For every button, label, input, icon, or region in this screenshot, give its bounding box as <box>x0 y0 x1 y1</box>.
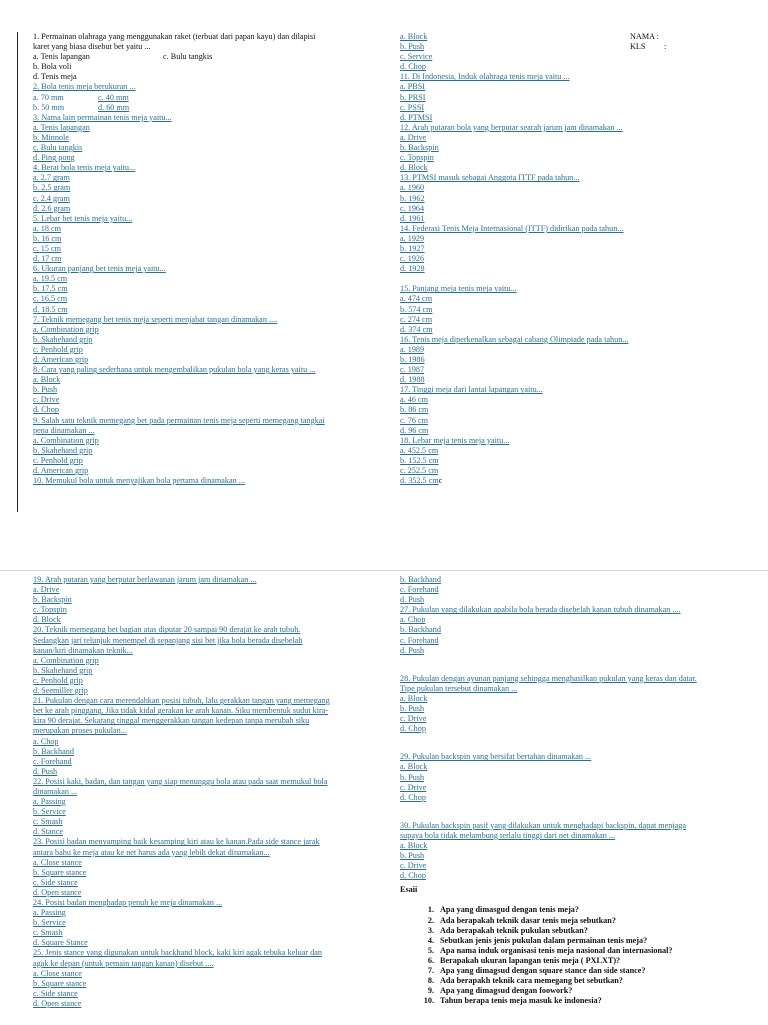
answer-option[interactable]: d. American grip <box>33 355 89 364</box>
essay-number: 5. <box>427 945 434 955</box>
essay-text: Sebutkan jenis jenis pukulan dalam permainan tenis meja? <box>440 935 648 945</box>
answer-option[interactable]: d. Push <box>400 595 425 605</box>
answer-option[interactable]: d. 96 cm <box>400 425 429 435</box>
answer-option[interactable]: c. Topspin <box>400 153 434 163</box>
answer-option[interactable]: b. Skahehand grip <box>33 445 93 455</box>
question-text[interactable]: 20. Teknik memegang bet bagian atas diputar 20 sampai 90 derajat ke arah tubuh. <box>33 625 301 635</box>
answer-option[interactable]: d. 1928 <box>400 264 425 274</box>
answer-option[interactable]: a. Block <box>400 32 428 41</box>
essay-question <box>416 976 760 986</box>
answer-option[interactable]: d. Block <box>33 615 61 625</box>
answer-option[interactable]: d. 2.6 gram <box>33 203 71 213</box>
answer-option[interactable]: c. Drive <box>33 395 60 405</box>
question-list-bottom-left <box>33 575 378 1009</box>
answer-option[interactable]: d. 17 cm <box>33 254 62 264</box>
essay-number: 1. <box>427 905 434 915</box>
answer-option[interactable]: d. Chop <box>400 792 426 802</box>
question-text[interactable]: 23. Posisi badan menyamping baik kesamping kiri atau ke kanan.Pada side stance jarak <box>33 837 320 847</box>
question-text[interactable]: 16. Tenis meja diperkenalkan sebagai cabang Olimpiade pada tahun... <box>400 334 629 344</box>
answer-option[interactable]: c. Bulu tangkis <box>33 143 83 153</box>
answer-option[interactable]: a. 452.5 cm <box>400 445 439 455</box>
answer-option[interactable]: b. Push <box>400 42 425 52</box>
answer-option[interactable]: c. Forehand <box>400 635 439 645</box>
essay-number: 8. <box>427 976 434 986</box>
question-text[interactable]: 13. PTMSI masuk sebagai Anggota ITTF pada tahun... <box>400 173 580 183</box>
answer-option[interactable]: b. 17.5 cm <box>33 284 68 294</box>
essay-list <box>416 905 760 1006</box>
answer-option[interactable]: pena dinamakan ... <box>33 425 95 435</box>
answer-option[interactable]: d. Ping pong <box>33 153 75 163</box>
answer-option[interactable]: c. 2.4 gram <box>33 193 70 203</box>
answer-option[interactable]: d. Stance <box>33 827 64 837</box>
kls-label: KLS <box>630 42 646 52</box>
answer-option[interactable]: d. American grip <box>33 466 89 476</box>
question-text[interactable]: 10. Memukul bola untuk menyajikan bola pertama dinamakan ... <box>33 476 245 486</box>
answer-option[interactable]: d. Block <box>400 163 428 173</box>
question-text[interactable]: 2. Bola tenis meja berukuran ... <box>33 82 136 92</box>
answer-option[interactable]: a. Chop <box>400 615 426 625</box>
answer-option[interactable]: c. Side stance <box>33 988 78 998</box>
answer-option[interactable]: b. 16 cm <box>33 233 62 243</box>
essay-text: Ada berapakah teknik pukulan sebutkan? <box>440 925 588 935</box>
answer-option[interactable]: a. 1989 <box>400 344 425 354</box>
answer-option[interactable]: b. Square stance <box>33 867 87 877</box>
answer-option[interactable]: d. Seemiller grip <box>33 686 88 696</box>
question-list-top-left <box>33 82 378 486</box>
answer-option[interactable]: a. Drive <box>33 585 60 595</box>
answer-option[interactable]: c. Drive <box>400 714 427 724</box>
answer-option[interactable]: Sedangkan jari telunjuk menempel di sepanjang sisi bet jika bola berada disebelah <box>33 635 303 645</box>
question-1-option-c: c. Bulu tangkis <box>163 52 213 62</box>
question-1-option-b: b. Bola voli <box>33 62 72 72</box>
answer-option[interactable]: a. Combination grip <box>33 435 99 445</box>
essay-text: Apa yang dimagsud dengan foowork? <box>440 986 573 996</box>
answer-option[interactable]: a. 46 cm <box>400 395 428 405</box>
essay-number: 6. <box>427 955 434 965</box>
question-text[interactable]: 25. Jenis stance yang digunakan untuk backhand block, kaki kiri agak tebuka keluar dan <box>33 948 322 958</box>
essay-question <box>416 986 760 996</box>
answer-option[interactable]: c. Topspin <box>33 605 67 615</box>
answer-option[interactable]: b. 574 cm <box>400 304 433 314</box>
answer-option[interactable]: c. Service <box>400 52 433 62</box>
essay-number: 3. <box>427 925 434 935</box>
answer-option[interactable]: d. Chop <box>400 62 426 72</box>
answer-option[interactable]: b. Backspin <box>33 595 72 605</box>
essay-number: 2. <box>427 915 434 925</box>
answer-option[interactable]: a. Combination grip <box>33 324 99 334</box>
essay-question <box>416 956 760 966</box>
essay-text: Ada berapakah teknik dasar tenis meja sebutkan? <box>440 915 616 925</box>
option-text: b. 50 mm <box>33 102 65 112</box>
essay-question <box>416 946 760 956</box>
essay-question <box>416 926 760 936</box>
answer-option[interactable]: d. Open stance <box>33 998 82 1008</box>
answer-option[interactable]: bet ke arah pinggang. Jika tidak kidal gerakan ke arah kanan. Siku membentuk sudut kira- <box>33 706 329 716</box>
question-text[interactable]: 12. Arah putaran bola yang berputar searah jarum jam dinamakan ... <box>400 122 623 132</box>
question-text[interactable]: 28. Pukulan dengan ayunan panjang sehingga menghasilkan pukulan yang keras dan datar. <box>400 673 697 683</box>
answer-option[interactable]: a. Passing <box>33 908 66 918</box>
answer-option[interactable]: a. Drive <box>400 132 427 142</box>
answer-option[interactable]: b. Square stance <box>33 978 87 988</box>
answer-option[interactable]: a. Block <box>400 840 428 850</box>
answer-option[interactable]: d. 1988 <box>400 375 425 385</box>
answer-option[interactable]: a. 2.7 gram <box>33 173 70 183</box>
answer-option[interactable]: a. Block <box>400 693 428 703</box>
question-text[interactable]: 7. Teknik memegang bet tenis meja seperti menjabat tangan dinamakan .... <box>33 314 278 324</box>
answer-option[interactable]: c. Side stance <box>33 877 78 887</box>
answer-option[interactable]: a. Close stance <box>33 968 82 978</box>
question-text[interactable]: 19. Arah putaran yang berputar berlawanan jarum jam dinamakan ... <box>33 575 257 584</box>
question-text[interactable]: 21. Pukulan dengan cara merendahkan posisi tubuh, lalu gerakkan tangan yang memegang <box>33 696 330 706</box>
answer-option[interactable]: b. Push <box>33 385 58 395</box>
answer-option[interactable]: antara bahu ke meja atau ke net harus ada yang lebih dekat dinamakan... <box>33 847 270 857</box>
answer-option[interactable]: b. Push <box>400 772 425 782</box>
question-text[interactable]: 11. Di Indonesia, Induk olahraga tenis meja yaitu ... <box>400 72 570 82</box>
question-text[interactable]: 6. Ukuran panjang bet tenis meja yaitu... <box>33 264 166 274</box>
option-text: a. 70 mm <box>33 92 64 102</box>
essay-text: Apa yang dimagsud dengan square stance dan side stance? <box>440 966 646 975</box>
answer-option[interactable]: c. 1987 <box>400 365 425 375</box>
answer-option[interactable]: d. 352.5 cm <box>400 476 439 486</box>
question-text[interactable]: 15. Panjang meja tenis meja yaitu... <box>400 284 517 294</box>
answer-option[interactable]: kira 90 derajat. Sekarang tinggal menggerakkan tangan kedepan tanpa merubah siku <box>33 716 310 726</box>
answer-option[interactable]: merupakan proses pukulan... <box>33 726 127 736</box>
question-1-line-2: karet yang biasa disebut bet yaitu ... <box>33 42 151 52</box>
answer-option[interactable]: b. Backhand <box>400 575 441 584</box>
question-text[interactable]: 24. Posisi badan menghadap penuh ke meja dinamakan ... <box>33 898 223 907</box>
answer-option[interactable]: c. 274 cm <box>400 314 433 324</box>
column-bottom-left <box>33 575 378 1009</box>
answer-option[interactable]: c. Smash <box>33 928 63 938</box>
answer-option[interactable]: a. 1929 <box>400 233 425 243</box>
question-1-option-d: d. Tenis meja <box>33 72 77 82</box>
answer-option[interactable]: agak ke depan (untuk pemain tangan kanan) disebut .... <box>33 958 214 968</box>
answer-option[interactable]: c. Smash <box>33 817 63 827</box>
answer-option[interactable]: d. Open stance <box>33 887 82 897</box>
essay-text: Apa nama induk organisasi tenis meja nasional dan internasional? <box>440 945 673 955</box>
essay-question <box>416 936 760 946</box>
essay-text: Apa yang dimasgud dengan tenis meja? <box>440 905 579 915</box>
answer-option[interactable]: b. Push <box>400 851 425 861</box>
essay-text: Ada berapakh teknik cara memegang bet sebutkan? <box>440 976 623 986</box>
column-top-right <box>400 32 760 486</box>
question-text[interactable]: 27. Pukulan yang dilakukan apabila bola berada disebelah kanan tubuh dinamakan .... <box>400 605 681 615</box>
answer-option[interactable]: b. 2.5 gram <box>33 183 71 193</box>
student-header <box>630 32 666 52</box>
answer-option[interactable]: c. 252.5 cm <box>400 466 439 476</box>
answer-option[interactable]: supaya bola tidak melambung terlalu tinggi dari net dinamakan ... <box>400 830 616 840</box>
answer-option[interactable]: c. 16.5 cm <box>33 294 68 304</box>
question-text[interactable]: 14. Federasi Tenis Meja Internasional (ITTF) didirikan pada tahun... <box>400 223 624 233</box>
answer-option[interactable]: c. Penhold grip <box>33 455 83 465</box>
answer-option[interactable]: b. Skahehand grip <box>33 334 93 344</box>
question-list-top-right <box>400 32 760 486</box>
answer-option[interactable]: b. Backspin <box>400 143 439 153</box>
essay-question <box>416 916 760 926</box>
answer-option[interactable]: b. 1986 <box>400 355 425 364</box>
answer-option[interactable]: c. Drive <box>400 861 427 871</box>
answer-option[interactable]: d. Chop <box>33 405 59 415</box>
answer-option[interactable]: dinamakan ... <box>33 786 78 796</box>
answer-option[interactable]: b. 152.5 cm <box>400 455 439 465</box>
nama-label: NAMA : <box>630 32 659 41</box>
answer-option[interactable]: c. Penhold grip <box>33 344 83 354</box>
question-1-line-1: 1. Permainan olahraga yang menggunakan raket (terbuat dari papan kayu) dan dilapisi <box>33 32 316 41</box>
question-text[interactable]: 30. Pukulan backspin pasif yang dilakukan untuk menghadapi backspin, dapat menjaga <box>400 820 687 830</box>
option-text: c. 40 mm <box>98 92 129 102</box>
blank-line <box>400 656 760 674</box>
kls-colon: : <box>664 42 667 52</box>
answer-option[interactable]: c. 76 cm <box>400 415 428 425</box>
answer-option[interactable]: kanan/kiri dinamakan teknik... <box>33 645 133 655</box>
answer-option[interactable]: d. Chop <box>400 724 426 734</box>
answer-option[interactable]: a. 19.5 cm <box>33 274 68 284</box>
answer-option[interactable]: d. Push <box>400 645 425 655</box>
answer-option[interactable]: a. Passing <box>33 797 66 807</box>
blank-line <box>400 803 760 821</box>
answer-option[interactable]: a. Chop <box>33 736 59 746</box>
answer-option[interactable]: c. 1964 <box>400 203 425 213</box>
answer-option[interactable]: a. Tenis lapangan <box>33 122 90 132</box>
answer-option[interactable]: c. Forehand <box>400 585 439 595</box>
essay-text: Tahun berapa tenis meja masuk ke indonesia? <box>440 996 602 1006</box>
answer-option[interactable]: a. 474 cm <box>400 294 433 304</box>
answer-option[interactable]: a. Combination grip <box>33 655 99 665</box>
answer-option[interactable]: d. 18.5 cm <box>33 304 68 314</box>
answer-option[interactable]: a. 18 cm <box>33 223 61 233</box>
last-option-line <box>400 476 760 486</box>
answer-option[interactable]: c. 1926 <box>400 254 425 264</box>
question-list-bottom-right <box>400 575 760 881</box>
question-1-options-ac <box>33 52 378 62</box>
answer-option[interactable]: d. Push <box>33 766 58 776</box>
question-text[interactable]: 3. Nama lain permainan tenis meja yaitu... <box>33 112 172 122</box>
answer-option[interactable]: b. Backhand <box>400 625 441 635</box>
answer-option[interactable]: a. PBSI <box>400 82 426 92</box>
question-text[interactable]: 17. Tinggi meja dari lantai lapangan yaitu... <box>400 385 543 395</box>
question-text[interactable]: 18. Lebar meja tenis meja yaitu... <box>400 435 510 445</box>
answer-option[interactable]: b. Push <box>400 704 425 714</box>
answer-option[interactable]: b. Backhand <box>33 746 74 756</box>
answer-option[interactable]: b. Minnole <box>33 132 69 142</box>
margin-rule <box>17 32 18 512</box>
essay-text: Berapakah ukuran lapangan tenis meja ( PXLXT)? <box>440 955 621 965</box>
essay-title: Esaii <box>400 885 418 895</box>
column-bottom-right <box>400 575 760 1006</box>
essay-number: 4. <box>427 935 434 945</box>
question-1-option-a: a. Tenis lapangan <box>33 52 90 62</box>
answer-option[interactable]: c. PSSI <box>400 102 425 112</box>
answer-option[interactable]: a. 1960 <box>400 183 425 193</box>
blank-line <box>400 734 760 752</box>
answer-option[interactable]: Tipe pukulan tersebut dinamakan ... <box>400 683 518 693</box>
answer-option[interactable]: b. Service <box>33 918 66 928</box>
essay-question <box>416 996 760 1006</box>
essay-question <box>416 905 760 915</box>
column-top-left <box>33 32 378 486</box>
question-text[interactable]: 9. Salah satu teknik memegang bet pada permainan tenis meja seperti memegang tangkai <box>33 415 325 425</box>
answer-option[interactable]: a. Block <box>33 375 61 385</box>
question-text[interactable]: 29. Pukulan backspin yang bersifat bertahan dinamakan ... <box>400 752 592 762</box>
question-text[interactable]: 5. Lebar bet tenis meja yaitu... <box>33 213 133 223</box>
answer-option[interactable]: b. 86 cm <box>400 405 429 415</box>
answer-option[interactable]: d. Chop <box>400 871 426 881</box>
answer-option[interactable]: c. Drive <box>400 782 427 792</box>
option-text: d. 60 mm <box>98 102 130 112</box>
essay-number: 9. <box>427 986 434 996</box>
answer-option[interactable]: d. Square Stance <box>33 938 88 948</box>
essay-question <box>416 966 760 976</box>
answer-option[interactable]: b. PRSI <box>400 92 426 102</box>
answer-option[interactable]: d. 1961 <box>400 213 425 223</box>
answer-option[interactable]: c. Penhold grip <box>33 675 83 685</box>
essay-number: 10. <box>423 996 434 1006</box>
answer-option[interactable]: a. Block <box>400 762 428 772</box>
answer-option[interactable]: d. 374 cm <box>400 324 433 334</box>
answer-option[interactable]: b. Service <box>33 807 66 817</box>
answer-option[interactable]: b. 1927 <box>400 243 425 253</box>
question-text[interactable]: 8. Cara yang paling sederhana untuk mengembalikan pukulan bola yang keras yaitu ... <box>33 365 316 375</box>
answer-option[interactable]: b. 1962 <box>400 193 425 203</box>
essay-number: 7. <box>427 966 434 975</box>
question-text[interactable]: 4. Berat bola tenis meja yaitu... <box>33 163 136 173</box>
question-text[interactable]: 22. Posisi kaki, badan, dan tangan yang siap menunggu bola atau pada saat memukul bola <box>33 776 328 786</box>
stray-char: c <box>438 476 443 486</box>
answer-option[interactable]: a. Close stance <box>33 857 82 867</box>
answer-option[interactable]: c. Forehand <box>33 756 72 766</box>
answer-option[interactable]: c. 15 cm <box>33 243 61 253</box>
blank-line <box>400 274 760 284</box>
option-pair <box>33 103 378 113</box>
answer-option[interactable]: d. PTMSI <box>400 112 433 122</box>
option-pair <box>33 93 378 103</box>
answer-option[interactable]: b. Skahehand grip <box>33 665 93 675</box>
